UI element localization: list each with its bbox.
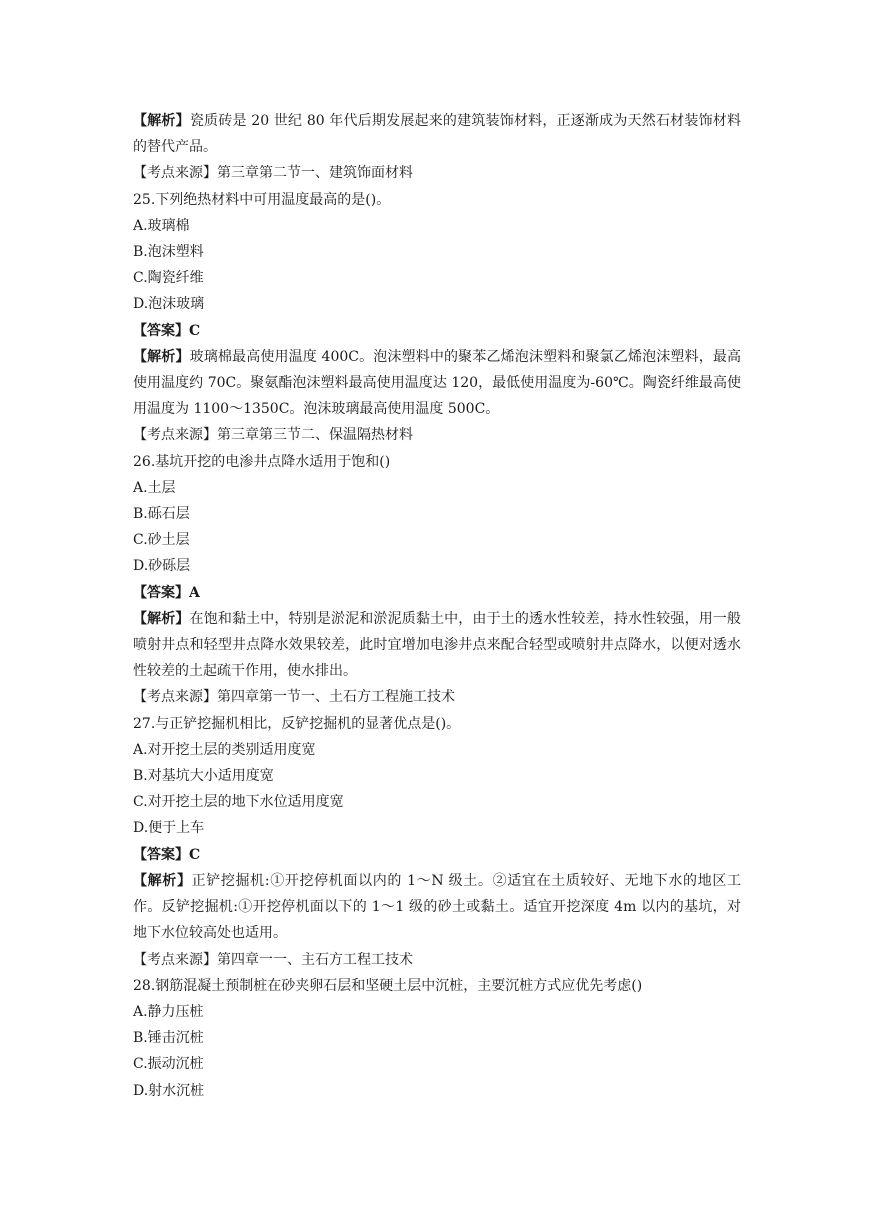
source-line: [133, 422, 741, 448]
analysis-paragraph: [133, 344, 741, 423]
source-text: 第四章一一、主石方工程工技术: [217, 951, 413, 968]
source-line: [133, 160, 741, 186]
analysis-paragraph: [133, 108, 741, 160]
question-27: 27.与正铲挖掘机相比，反铲挖掘机的显著优点是()。: [133, 715, 461, 732]
answer-tag: 【答案】: [133, 584, 189, 601]
answer-line: [133, 842, 741, 868]
source-tag: 【考点来源】: [133, 165, 217, 182]
analysis-text: 正铲挖掘机:①开挖停机面以内的 1～N 级土。②适宜在土质较好、无地下水的地区工作。反铲挖掘机:①开挖停机面以下的 1～1 级的砂土或黏土。适宜开挖深度 4m 以内的基坑，对地下水位较高处也适用。: [133, 872, 741, 942]
option-d: D.射水沉桩: [133, 1082, 205, 1099]
source-text: 第三章第二节一、建筑饰面材料: [217, 165, 413, 182]
answer-line: [133, 318, 741, 344]
analysis-paragraph: [133, 606, 741, 685]
option-a: A.玻璃棉: [133, 217, 190, 234]
question-25: 25.下列绝热材料中可用温度最高的是()。: [133, 191, 391, 208]
analysis-tag: 【解析】: [133, 113, 190, 129]
option-d: D.砂砾层: [133, 558, 191, 575]
option-a: A.土层: [133, 479, 176, 496]
answer-tag: 【答案】: [133, 846, 189, 863]
question-28: 28.钢筋混凝土预制桩在砂夹卵石层和坚硬土层中沉桩，主要沉桩方式应优先考虑(): [133, 977, 643, 994]
option-c: C.砂土层: [133, 532, 190, 549]
answer-value: C: [189, 322, 201, 339]
analysis-tag: 【解析】: [133, 610, 190, 627]
document-page: [133, 108, 741, 1104]
option-d: D.泡沫玻璃: [133, 296, 205, 313]
analysis-text: 在饱和黏土中，特别是淤泥和淤泥质黏土中，由于土的透水性较差，持水性较强，用一般喷射井点和轻型井点降水效果较差，此时宜增加电渗井点来配合轻型或喷射井点降水，以便对透水性较差的土起疏干作用，使水排出。: [133, 610, 742, 680]
analysis-text: 玻璃棉最高使用温度 400C。泡沫塑料中的聚苯乙烯泡沫塑料和聚氯乙烯泡沫塑料，最高使用温度约 70C。聚氨酯泡沫塑料最高使用温度达 120，最低使用温度为-60℃。陶瓷纤维最高使用温度为 1100～1350C。泡沫玻璃最高使用温度 500C。: [133, 348, 742, 418]
source-text: 第三章第三节二、保温隔热材料: [217, 427, 413, 444]
analysis-tag: 【解析】: [133, 348, 190, 365]
option-b: B.泡沫塑料: [133, 244, 204, 261]
source-line: [133, 947, 741, 973]
option-c: C.对开挖土层的地下水位适用度宽: [133, 794, 344, 811]
answer-tag: 【答案】: [133, 322, 189, 339]
source-line: [133, 684, 741, 710]
option-b: B.砾石层: [133, 506, 190, 523]
answer-value: A: [189, 584, 200, 601]
option-b: B.对基坑大小适用度宽: [133, 768, 274, 785]
question-26: 26.基坑开挖的电渗井点降水适用于饱和(): [133, 453, 391, 470]
option-a: A.对开挖土层的类别适用度宽: [133, 741, 316, 758]
source-text: 第四章第一节一、土石方工程施工技术: [217, 689, 455, 706]
source-tag: 【考点来源】: [133, 951, 217, 968]
analysis-text: 瓷质砖是 20 世纪 80 年代后期发展起来的建筑装饰材料，正逐渐成为天然石材装饰材料的替代产品。: [133, 113, 742, 156]
answer-line: [133, 580, 741, 606]
analysis-paragraph: [133, 868, 741, 947]
source-tag: 【考点来源】: [133, 427, 217, 444]
answer-value: C: [189, 846, 201, 863]
option-c: C.陶瓷纤维: [133, 270, 204, 287]
option-d: D.便于上车: [133, 820, 205, 837]
analysis-tag: 【解析】: [133, 872, 192, 889]
option-b: B.锤击沉桩: [133, 1030, 204, 1047]
option-c: C.振动沉桩: [133, 1056, 204, 1073]
source-tag: 【考点来源】: [133, 689, 217, 706]
option-a: A.静力压桩: [133, 1003, 204, 1020]
